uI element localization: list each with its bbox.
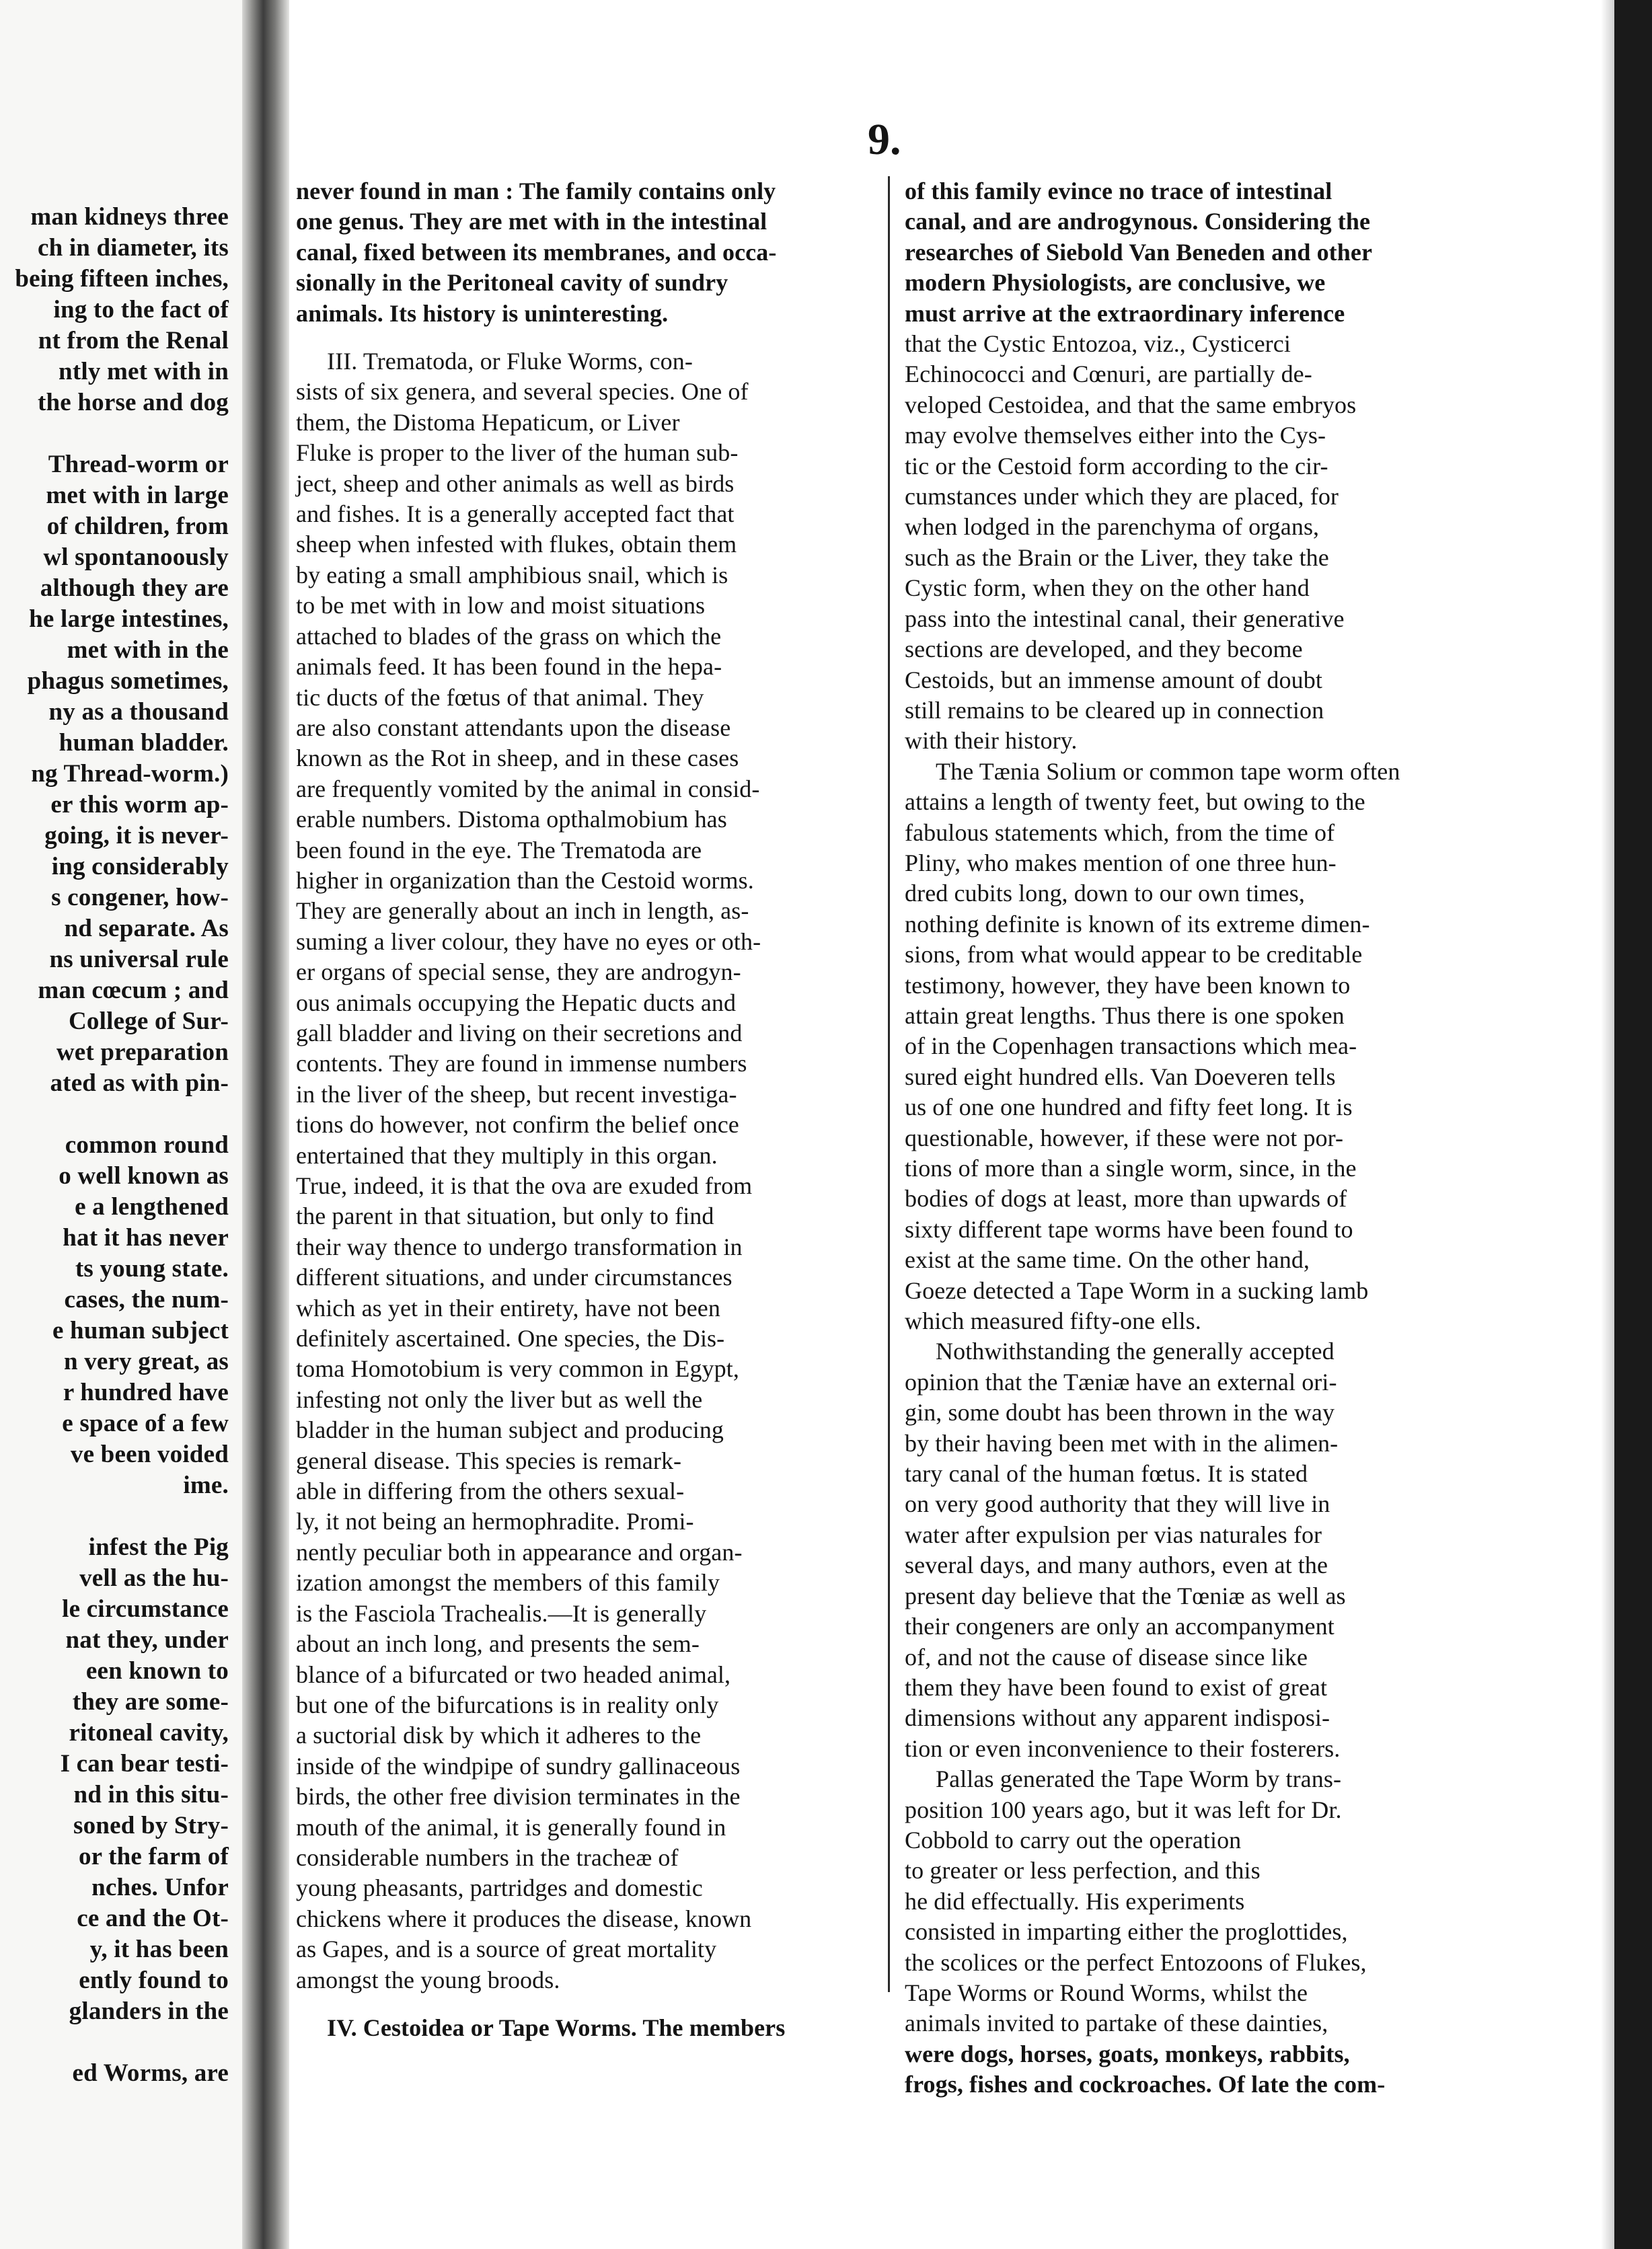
page-number: 9. [868,115,901,164]
text-line: bodies of dogs at least, more than upwards of [905,1185,1347,1213]
text-line: gall bladder and living on their secretions and [296,1019,743,1046]
left-fragment-line: nat they, under [65,1626,229,1654]
text-line: erable numbers. Distoma opthalmobium has [296,806,727,833]
left-fragment-line: they are some- [72,1688,229,1716]
left-fragment-line: wl spontanoously [43,543,229,571]
text-line: dred cubits long, down to our own times, [905,880,1305,907]
left-fragment-line: e a lengthened [75,1193,229,1221]
text-line: attached to blades of the grass on which the [296,622,722,650]
text-line: Fluke is proper to the liver of the human sub- [296,439,739,467]
text-line: birds, the other free division terminates in the [296,1783,741,1810]
text-line: which as yet in their entirety, have not been [296,1294,720,1322]
text-line: a suctorial disk by which it adheres to the [296,1722,702,1749]
left-fragment-line [0,1099,229,1130]
left-fragment-line: ny as a thousand [48,698,229,726]
text-line: considerable numbers in the tracheæ of [296,1843,679,1871]
text-line: their congeners are only an accompanyment [905,1613,1335,1640]
text-line: Cestoids, but an immense amount of doubt [905,666,1322,693]
left-fragment-line: infest the Pig [88,1533,229,1561]
text-line: are also constant attendants upon the disease [296,714,731,741]
left-fragment-line: hat it has never [63,1224,229,1252]
text-line: of, and not the cause of disease since like [905,1643,1308,1671]
text-line: mouth of the animal, it is generally found in [296,1813,726,1841]
left-fragment-line: he large intestines, [29,605,229,633]
text-line: attain great lengths. Thus there is one spoken [905,1001,1345,1029]
text-line: contents. They are found in immense numbers [296,1050,747,1077]
text-line: The Tænia Solium or common tape worm often [936,757,1400,785]
left-fragment-line: e human subject [52,1317,229,1344]
text-line: been found in the eye. The Trematoda are [296,836,702,864]
text-line: nently peculiar both in appearance and organ- [296,1538,743,1566]
left-fragment-line: man cœcum ; and [38,977,229,1004]
text-line: of in the Copenhagen transactions which mea- [905,1032,1357,1060]
left-fragment-line: I can bear testi- [60,1750,229,1778]
text-line: still remains to be cleared up in connection [905,696,1324,724]
text-line: ous animals occupying the Hepatic ducts and [296,989,737,1016]
left-fragment-line [0,2027,229,2058]
left-fragment-line: or the farm of [78,1843,229,1870]
text-line: may evolve themselves either into the Cys- [905,422,1326,449]
text-line: them they have been found to exist of great [905,1673,1328,1701]
left-fragment-line: man kidneys three [30,203,229,231]
left-fragment-line: o well known as [59,1162,229,1190]
text-line: nothing definite is known of its extreme dimen- [905,910,1370,938]
left-fragment-line: ce and the Ot- [77,1905,229,1932]
left-fragment-line: met with in large [46,482,229,509]
text-line: chickens where it produces the disease, known [296,1905,752,1932]
book-gutter [242,0,289,2249]
text-line: attains a length of twenty feet, but owing to the [905,788,1365,816]
left-fragment-line: ime. [183,1472,229,1499]
text-line: blance of a bifurcated or two headed animal, [296,1661,731,1688]
left-fragment-line: nd separate. As [64,915,229,942]
text-line: dimensions without any apparent indisposi- [905,1704,1330,1732]
left-fragment-line: Thread-worm or [48,451,229,478]
text-line: sionally in the Peritoneal cavity of sundry [296,269,728,297]
text-line: but one of the bifurcations is in reality only [296,1691,719,1718]
text-line: Nothwithstanding the generally accepted [936,1338,1335,1365]
text-line: inside of the windpipe of sundry gallinaceous [296,1752,741,1780]
text-line: when lodged in the parenchyma of organs, [905,513,1320,541]
text-line: general disease. This species is remark- [296,1447,682,1474]
left-fragment-line: of children, from [46,512,229,540]
text-line: pass into the intestinal canal, their generative [905,605,1345,632]
text-line: several days, and many authors, even at the [905,1552,1328,1579]
left-fragment-line: ed Worms, are [72,2059,229,2087]
text-line: animals invited to partake of these dainties, [905,2010,1328,2037]
text-line: animals. Its history is uninteresting. [296,299,669,327]
text-line: questionable, however, if these were not por- [905,1124,1344,1151]
left-fragment-line: phagus sometimes, [27,667,229,695]
text-line: frogs, fishes and cockroaches. Of late the com- [905,2071,1386,2098]
text-line: to greater or less perfection, and this [905,1857,1261,1884]
text-line: he did effectually. His experiments [905,1887,1245,1915]
left-fragment-line [0,418,229,449]
left-fragment-line: ntly met with in [59,358,229,385]
left-fragment-line: ch in diameter, its [37,234,229,262]
left-fragment-line: vell as the hu- [79,1564,229,1592]
text-line: opinion that the Tæniæ have an external ori- [905,1368,1337,1396]
left-fragment-line: ng Thread-worm.) [31,760,229,788]
left-fragment-line: human bladder. [59,729,229,757]
text-line: known as the Rot in sheep, and in these cases [296,745,739,772]
text-line: present day believe that the Tœniæ as well as [905,1582,1346,1609]
text-line: veloped Cestoidea, and that the same embryos [905,391,1357,418]
text-line: canal, and are androgynous. Considering the [905,208,1371,235]
text-line: bladder in the human subject and producing [296,1416,724,1444]
text-line: are frequently vomited by the animal in consid- [296,775,760,802]
left-fragment-line: ritoneal cavity, [69,1719,229,1747]
text-line: with their history. [905,727,1078,755]
text-line: and fishes. It is a generally accepted fact that [296,500,735,528]
text-line: modern Physiologists, are conclusive, we [905,269,1326,297]
text-line: tic ducts of the fœtus of that animal. They [296,683,704,711]
text-line: tary canal of the human fœtus. It is stated [905,1460,1308,1488]
text-line: by their having been met with in the alimen- [905,1429,1339,1457]
left-fragment-line: common round [65,1131,229,1159]
text-line: higher in organization than the Cestoid worms. [296,866,754,894]
text-line: such as the Brain or the Liver, they take the [905,543,1329,571]
text-line: entertained that they multiply in this organ. [296,1141,718,1169]
text-line: animals feed. It has been found in the hepa- [296,653,722,681]
left-fragment-line: the horse and dog [37,389,229,416]
text-line: tion or even inconvenience to their fosterers. [905,1735,1341,1762]
text-line: sions, from what would appear to be creditable [905,941,1363,968]
left-fragment-line: y, it has been [89,1936,229,1963]
left-fragment-line: cases, the num- [64,1286,229,1313]
left-page-fragment [0,0,242,2249]
text-line: their way thence to undergo transformation in [296,1233,743,1260]
text-line: as Gapes, and is a source of great mortality [296,1936,717,1963]
text-line: sured eight hundred ells. Van Doeveren tells [905,1063,1336,1090]
text-line: young pheasants, partridges and domestic [296,1874,703,1902]
left-fragment-line: soned by Stry- [73,1812,229,1839]
text-line: Goeze detected a Tape Worm in a sucking lamb [905,1276,1369,1304]
left-fragment-line: ing to the fact of [53,296,229,323]
text-line: er organs of special sense, they are androgyn- [296,958,741,986]
left-fragment-line: le circumstance [62,1595,229,1623]
left-fragment-line: er this worm ap- [50,791,229,818]
text-line: III. Trematoda, or Fluke Worms, con- [327,348,693,375]
text-line: never found in man : The family contains only [296,178,776,204]
text-line: that the Cystic Entozoa, viz., Cysticerci [905,330,1291,358]
left-fragment-line: although they are [40,574,229,602]
left-fragment-line: College of Sur- [69,1007,229,1035]
left-fragment-line: wet preparation [56,1038,229,1066]
text-line: fabulous statements which, from the time of [905,818,1335,846]
text-line: the scolices or the perfect Entozoons of Flukes, [905,1948,1367,1976]
text-line: in the liver of the sheep, but recent investiga- [296,1080,737,1108]
text-line: is the Fasciola Trachealis.—It is generally [296,1599,707,1627]
text-line: must arrive at the extraordinary inference [905,299,1345,327]
paragraph-gap [296,1995,874,2013]
text-line: True, indeed, it is that the ova are exuded from [296,1172,753,1199]
left-fragment-line: nd in this situ- [73,1781,229,1808]
text-line: were dogs, horses, goats, monkeys, rabbits, [905,2040,1350,2067]
page-edge-shadow [1601,0,1614,2249]
text-line: about an inch long, and presents the sem- [296,1630,700,1658]
text-line: They are generally about an inch in length, as- [296,897,749,925]
text-line: gin, some doubt has been thrown in the way [905,1399,1335,1426]
text-line: Cobbold to carry out the operation [905,1826,1242,1854]
text-line: IV. Cestoidea or Tape Worms. The members [327,2014,786,2041]
left-fragment-line: r hundred have [63,1379,229,1406]
column-divider [888,176,890,1992]
text-column-2 [905,176,1490,2100]
paragraph-gap [296,329,874,346]
left-fragment-line: s congener, how- [51,884,229,911]
text-line: one genus. They are met with in the intestinal [296,208,767,235]
text-line: Cystic form, when they on the other hand [905,574,1310,602]
left-fragment-line: nches. Unfor [91,1874,229,1901]
text-line: sixty different tape worms have been found to [905,1215,1353,1243]
left-fragment-line: ently found to [79,1967,229,1994]
text-line: amongst the young broods. [296,1966,560,1993]
text-line: tions of more than a single worm, since, in the [905,1155,1357,1182]
left-fragment-line [0,1501,229,1532]
text-line: infesting not only the liver but as well the [296,1385,703,1413]
left-fragment-line: ve been voided [70,1441,229,1468]
text-line: Pallas generated the Tape Worm by trans- [936,1765,1342,1793]
text-line: testimony, however, they have been known to [905,971,1351,999]
text-line: suming a liver colour, they have no eyes or oth- [296,927,761,955]
left-fragment-line: n very great, as [63,1348,229,1375]
text-line: different situations, and under circumstances [296,1264,733,1291]
text-line: exist at the same time. On the other hand, [905,1246,1310,1274]
text-line: of this family evince no trace of intestinal [905,178,1332,204]
text-line: able in differing from the others sexual- [296,1478,685,1505]
left-fragment-line: e space of a few [62,1410,229,1437]
text-line: the parent in that situation, but only to find [296,1203,714,1230]
text-line: Pliny, who makes mention of one three hun- [905,849,1337,876]
text-line: tic or the Cestoid form according to the cir- [905,452,1328,480]
left-fragment-line: ts young state. [75,1255,229,1283]
text-line: tions do however, not confirm the belief once [296,1111,739,1139]
left-fragment-line: nt from the Renal [38,327,229,354]
text-column-1 [296,176,874,2043]
text-line: sections are developed, and they become [905,636,1303,663]
text-line: them, the Distoma Hepaticum, or Liver [296,408,680,436]
text-line: to be met with in low and moist situations [296,592,706,619]
left-fragment-line: ing considerably [51,853,229,880]
left-fragment-line: being fifteen inches, [15,265,229,293]
left-page-column [0,202,229,2089]
text-line: canal, fixed between its membranes, and occa- [296,238,777,266]
text-line: position 100 years ago, but it was left for Dr. [905,1796,1342,1823]
text-line: toma Homotobium is very common in Egypt, [296,1355,739,1383]
page-edge [1614,0,1652,2249]
left-fragment-line: ns universal rule [49,946,229,973]
text-line: consisted in imparting either the proglottides, [905,1918,1348,1946]
text-line: ject, sheep and other animals as well as birds [296,469,735,497]
text-line: which measured fifty-one ells. [905,1307,1201,1335]
left-fragment-line: een known to [85,1657,229,1685]
text-line: Echinococci and Cœnuri, are partially de- [905,360,1312,388]
text-line: on very good authority that they will live in [905,1490,1330,1518]
text-line: by eating a small amphibious snail, which is [296,561,728,588]
text-line: definitely ascertained. One species, the Dis- [296,1325,725,1352]
left-fragment-line: glanders in the [69,1997,229,2025]
text-line: us of one one hundred and fifty feet long. It is [905,1094,1353,1121]
text-line: cumstances under which they are placed, for [905,483,1339,510]
text-line: sheep when infested with flukes, obtain them [296,531,737,558]
left-fragment-line: going, it is never- [44,822,229,849]
text-line: researches of Siebold Van Beneden and other [905,238,1373,266]
left-fragment-line: met with in the [67,636,229,664]
text-line: ization amongst the members of this family [296,1569,720,1597]
text-line: Tape Worms or Round Worms, whilst the [905,1979,1308,2006]
left-fragment-line: ated as with pin- [50,1069,229,1097]
text-line: sists of six genera, and several species. One of [296,378,749,406]
text-line: water after expulsion per vias naturales for [905,1521,1322,1548]
text-line: ly, it not being an hermophradite. Promi- [296,1508,694,1535]
